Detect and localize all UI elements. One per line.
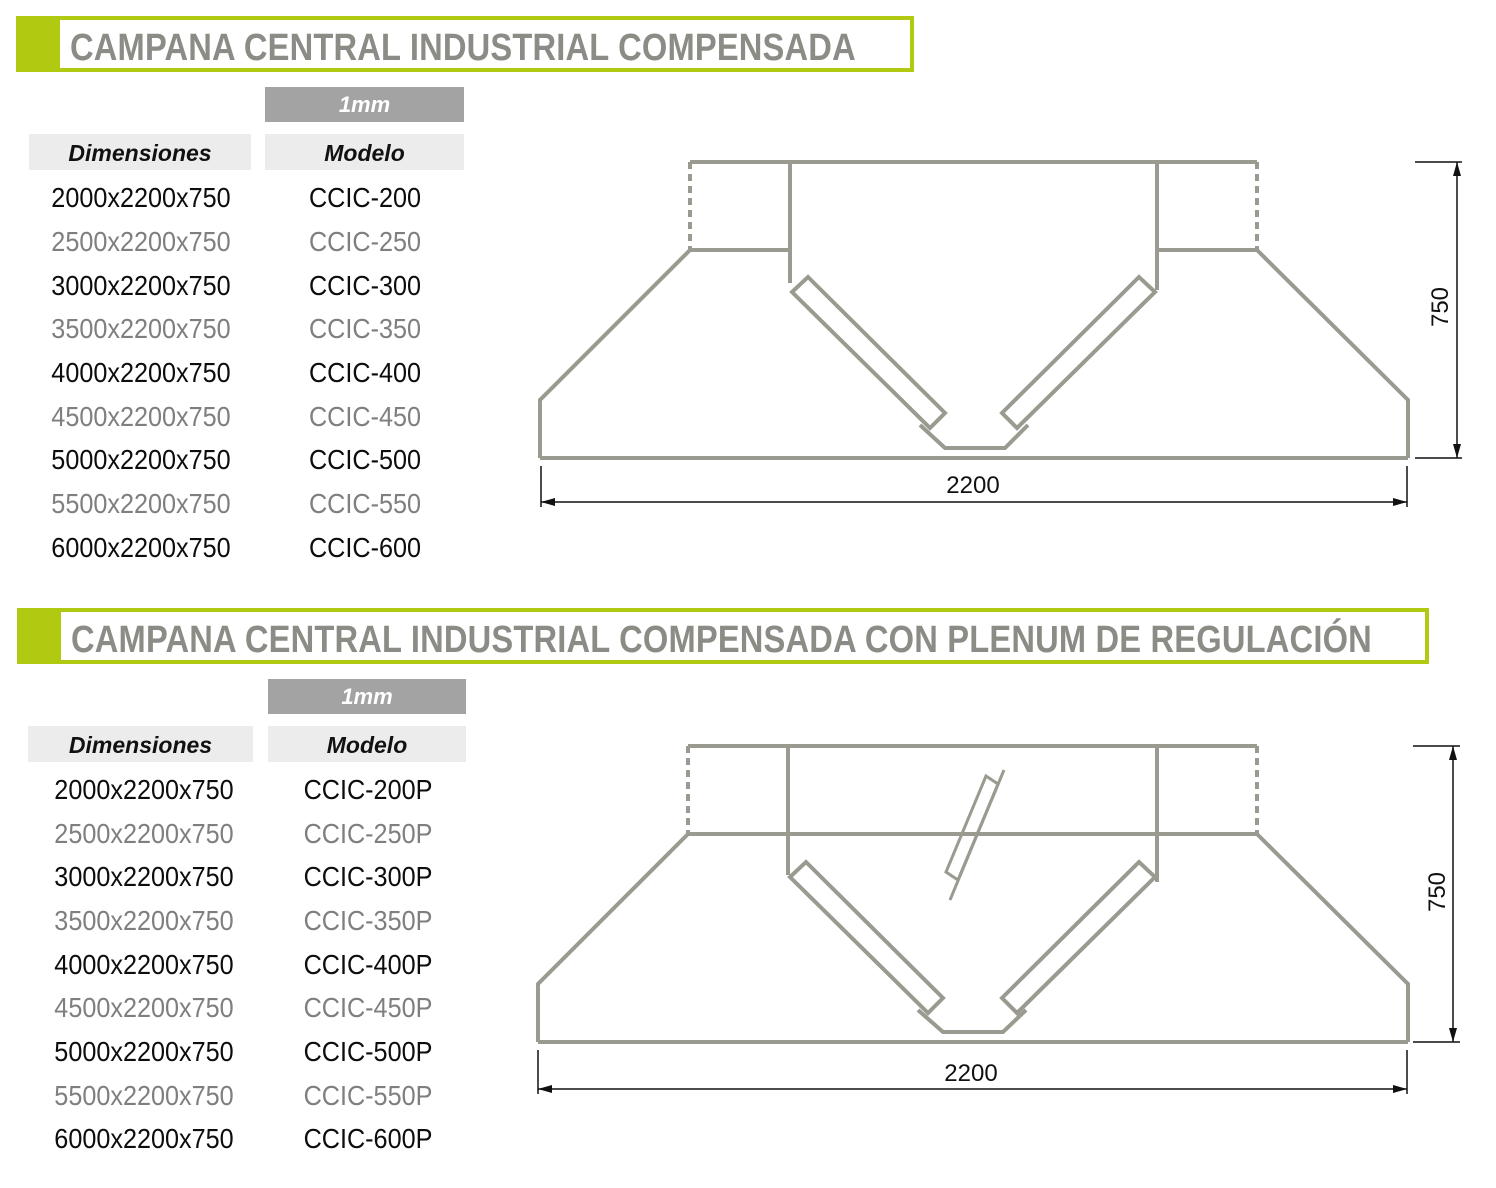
- model-cell: CCIC-400: [308, 357, 422, 388]
- dimension-cell: 5500x2200x750: [54, 1080, 234, 1111]
- model-cell: CCIC-500: [308, 444, 422, 475]
- model-cell: CCIC-200: [308, 182, 422, 213]
- width-dimension-label: 2200: [944, 1060, 998, 1087]
- model-cell: CCIC-600: [308, 532, 422, 563]
- dimension-cell: 2000x2200x750: [54, 774, 234, 805]
- table-row: [32, 988, 472, 1028]
- section-campana-plenum: [0, 592, 1496, 1188]
- table-row: [32, 1076, 472, 1116]
- dimension-cell: 2000x2200x750: [51, 182, 231, 213]
- dimension-cell: 4000x2200x750: [54, 949, 234, 980]
- section-title-box: [16, 16, 914, 72]
- dimension-cell: 3000x2200x750: [54, 861, 234, 892]
- dimension-cell: 3500x2200x750: [54, 905, 234, 936]
- table-row: [29, 440, 469, 480]
- hood-left-slope: [538, 834, 688, 1042]
- dimension-cell: 6000x2200x750: [51, 532, 231, 563]
- table-row: [29, 222, 469, 262]
- title-accent-bar: [20, 20, 60, 68]
- model-cell: CCIC-450: [308, 401, 422, 432]
- model-cell: CCIC-400P: [303, 949, 433, 980]
- hood-drawing-plenum: [520, 734, 1480, 1114]
- section-title-box: [17, 608, 1429, 664]
- table-row: [29, 397, 469, 437]
- model-cell: CCIC-250P: [303, 818, 433, 849]
- dimension-cell: 6000x2200x750: [54, 1123, 234, 1154]
- hood-right-slope: [1257, 250, 1408, 458]
- model-cell: CCIC-300P: [303, 861, 433, 892]
- title-accent-bar: [21, 612, 61, 660]
- table-row: [29, 309, 469, 349]
- model-cell: CCIC-200P: [303, 774, 433, 805]
- dimension-cell: 3500x2200x750: [51, 313, 231, 344]
- section-title: CAMPANA CENTRAL INDUSTRIAL COMPENSADA CON PLENUM DE REGULACIÓN: [71, 619, 1372, 661]
- model-cell: CCIC-600P: [303, 1123, 433, 1154]
- model-header: Modelo: [265, 134, 464, 170]
- height-dimension-label: 750: [1424, 871, 1451, 913]
- model-cell: CCIC-550P: [303, 1080, 433, 1111]
- right-filter: [1002, 277, 1155, 428]
- dimension-cell: 5000x2200x750: [51, 444, 231, 475]
- grease-channel: [920, 425, 1028, 448]
- table-row: [32, 857, 472, 897]
- hood-left-slope: [540, 250, 690, 458]
- table-row: [29, 484, 469, 524]
- hood-right-slope: [1257, 834, 1408, 1042]
- table-row: [29, 178, 469, 218]
- model-cell: CCIC-350P: [303, 905, 433, 936]
- table-row: [32, 945, 472, 985]
- table-row: [32, 1119, 472, 1159]
- dimension-cell: 4500x2200x750: [54, 992, 234, 1023]
- dimension-cell: 4000x2200x750: [51, 357, 231, 388]
- table-row: [32, 901, 472, 941]
- model-cell: CCIC-550: [308, 488, 422, 519]
- dimension-cell: 2500x2200x750: [51, 226, 231, 257]
- dimension-cell: 5500x2200x750: [51, 488, 231, 519]
- hood-drawing: [520, 150, 1480, 520]
- model-cell: CCIC-450P: [303, 992, 433, 1023]
- dimensions-header: Dimensiones: [29, 134, 251, 170]
- left-filter: [790, 862, 943, 1013]
- dimension-cell: 5000x2200x750: [54, 1036, 234, 1067]
- dimension-cell: 3000x2200x750: [51, 270, 231, 301]
- model-header: Modelo: [268, 726, 466, 762]
- table-row: [29, 353, 469, 393]
- thickness-header: 1mm: [265, 87, 464, 122]
- grease-channel: [918, 1010, 1026, 1032]
- table-row: [32, 814, 472, 854]
- section-title: CAMPANA CENTRAL INDUSTRIAL COMPENSADA: [70, 27, 856, 69]
- dimension-cell: 4500x2200x750: [51, 401, 231, 432]
- dimension-cell: 2500x2200x750: [54, 818, 234, 849]
- dimensions-header: Dimensiones: [28, 726, 253, 762]
- height-dimension-label: 750: [1427, 286, 1454, 328]
- section-campana-compensada: [0, 0, 1496, 590]
- table-row: [29, 266, 469, 306]
- model-cell: CCIC-250: [308, 226, 422, 257]
- left-filter: [792, 277, 945, 428]
- right-filter: [1002, 862, 1155, 1013]
- model-cell: CCIC-500P: [303, 1036, 433, 1067]
- thickness-header: 1mm: [268, 679, 466, 714]
- model-cell: CCIC-300: [308, 270, 422, 301]
- table-row: [29, 528, 469, 568]
- table-row: [32, 770, 472, 810]
- width-dimension-label: 2200: [946, 472, 1000, 499]
- model-cell: CCIC-350: [308, 313, 422, 344]
- table-row: [32, 1032, 472, 1072]
